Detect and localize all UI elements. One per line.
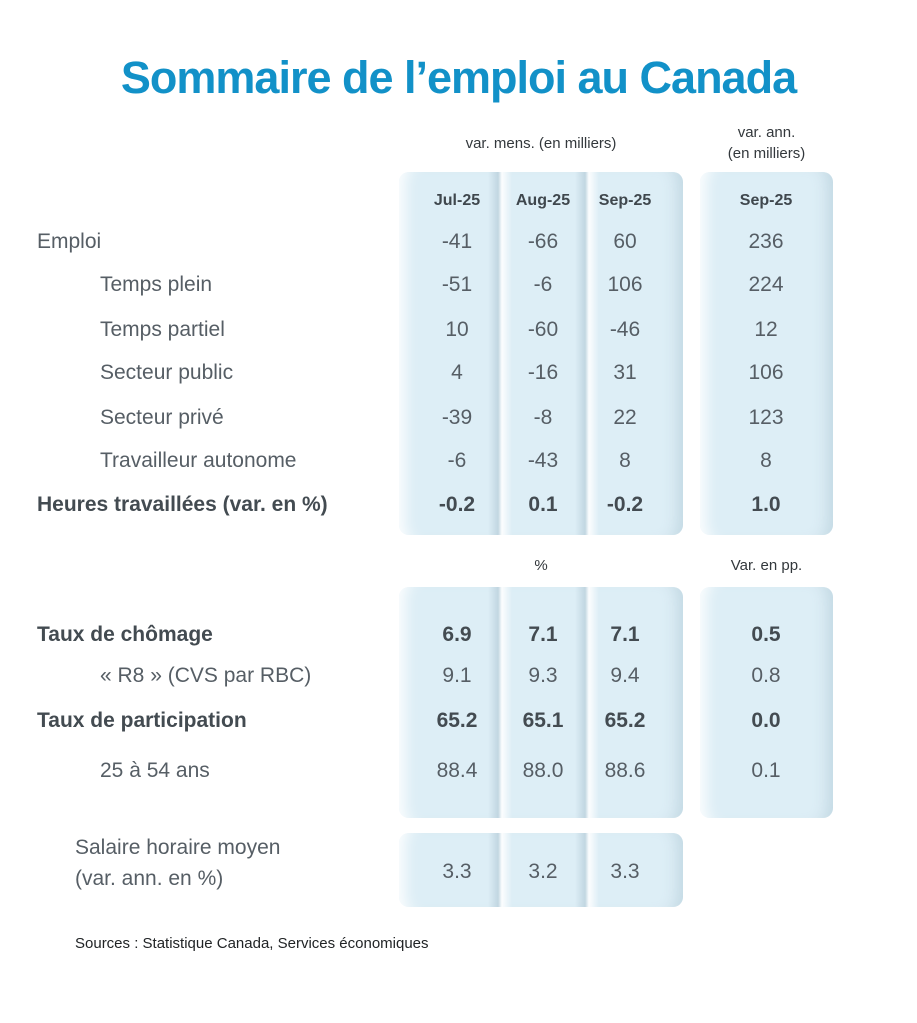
cell-value-annual: 236 — [748, 230, 784, 253]
row-label: Taux de participation — [37, 709, 247, 732]
cell-value: 31 — [613, 361, 637, 384]
table-row-secteur-prive — [0, 402, 917, 434]
table-row-temps-partiel — [0, 314, 917, 346]
cell-value: 7.1 — [528, 623, 558, 646]
col-header-sep-25: Sep-25 — [598, 192, 652, 209]
cell-value: -16 — [527, 361, 559, 384]
row-label: Emploi — [37, 230, 102, 253]
cell-value: -60 — [527, 318, 559, 341]
cell-value: 8 — [619, 449, 631, 472]
group-header-annual — [700, 122, 833, 164]
group-header-monthly: var. mens. (en milliers) — [465, 135, 617, 152]
cell-value: -0.2 — [606, 493, 644, 516]
cell-value: 3.2 — [528, 860, 558, 883]
cell-value: -66 — [527, 230, 559, 253]
cell-value: 9.3 — [528, 664, 558, 687]
cell-value-annual: 224 — [748, 273, 784, 296]
cell-value: -39 — [441, 406, 473, 429]
cell-value-annual: 106 — [748, 361, 784, 384]
cell-value: 10 — [445, 318, 469, 341]
group-header-percent: % — [534, 557, 548, 574]
cell-value-annual: 123 — [748, 406, 784, 429]
table-row-taux-participation — [0, 705, 917, 737]
cell-value-annual: 1.0 — [751, 493, 781, 516]
cell-value: 3.3 — [442, 860, 472, 883]
cell-value-annual: 0.0 — [751, 709, 781, 732]
row-label: « R8 » (CVS par RBC) — [100, 664, 312, 687]
cell-value: 88.4 — [436, 759, 478, 782]
cell-value-annual: 8 — [760, 449, 772, 472]
table-row-secteur-public — [0, 357, 917, 389]
cell-value: 65.1 — [522, 709, 564, 732]
group-header-var-pp: Var. en pp. — [730, 557, 803, 574]
table-row-25-54-ans — [0, 755, 917, 787]
cell-value: 106 — [607, 273, 643, 296]
row-label: Heures travaillées (var. en %) — [37, 493, 328, 516]
cell-value: -46 — [609, 318, 641, 341]
cell-value-annual: 12 — [754, 318, 778, 341]
cell-value: 3.3 — [610, 860, 640, 883]
cell-value: -8 — [533, 406, 553, 429]
table-row-travailleur-autonome — [0, 445, 917, 477]
cell-value: -51 — [441, 273, 473, 296]
cell-value: -6 — [447, 449, 467, 472]
row-label-line1: Salaire horaire moyen — [75, 836, 281, 859]
cell-value: 22 — [613, 406, 637, 429]
cell-value: -43 — [527, 449, 559, 472]
cell-value: -0.2 — [438, 493, 476, 516]
cell-value: 9.4 — [610, 664, 640, 687]
col-header-jul-25: Jul-25 — [433, 192, 481, 209]
column-header-row — [0, 185, 917, 217]
row-label: 25 à 54 ans — [100, 759, 210, 782]
cell-value-annual: 0.1 — [751, 759, 781, 782]
table-row-emploi — [0, 226, 917, 258]
row-label-line2: (var. ann. en %) — [75, 867, 224, 890]
row-label: Taux de chômage — [37, 623, 213, 646]
cell-value-annual: 0.5 — [751, 623, 781, 646]
cell-value: -41 — [441, 230, 473, 253]
page-title: Sommaire de l’emploi au Canada — [120, 52, 797, 103]
cell-value: -6 — [533, 273, 553, 296]
cell-value: 88.6 — [604, 759, 646, 782]
cell-value: 88.0 — [522, 759, 564, 782]
row-label: Travailleur autonome — [100, 449, 297, 472]
cell-value: 65.2 — [436, 709, 478, 732]
table-row-r8 — [0, 660, 917, 692]
cell-value-annual: 0.8 — [751, 664, 781, 687]
cell-value: 6.9 — [442, 623, 472, 646]
cell-value: 0.1 — [528, 493, 558, 516]
row-label: Secteur privé — [100, 406, 224, 429]
cell-value: 9.1 — [442, 664, 472, 687]
cell-value: 7.1 — [610, 623, 640, 646]
cell-value: 4 — [451, 361, 463, 384]
row-label: Temps partiel — [100, 318, 225, 341]
table-row-heures-travaillees — [0, 489, 917, 521]
group-header-annual-line2: (en milliers) — [727, 145, 806, 162]
table-row-salaire-horaire-values — [0, 856, 917, 888]
col-header-aug-25: Aug-25 — [515, 192, 571, 209]
row-label: Secteur public — [100, 361, 234, 384]
sources-note: Sources : Statistique Canada, Services économiques — [75, 935, 429, 952]
col-header-annual-sep-25: Sep-25 — [739, 192, 793, 209]
cell-value: 60 — [613, 230, 637, 253]
cell-value: 65.2 — [604, 709, 646, 732]
row-label: Temps plein — [100, 273, 213, 296]
table-row-temps-plein — [0, 269, 917, 301]
group-header-annual-line1: var. ann. — [737, 124, 796, 141]
table-row-taux-chomage — [0, 619, 917, 651]
